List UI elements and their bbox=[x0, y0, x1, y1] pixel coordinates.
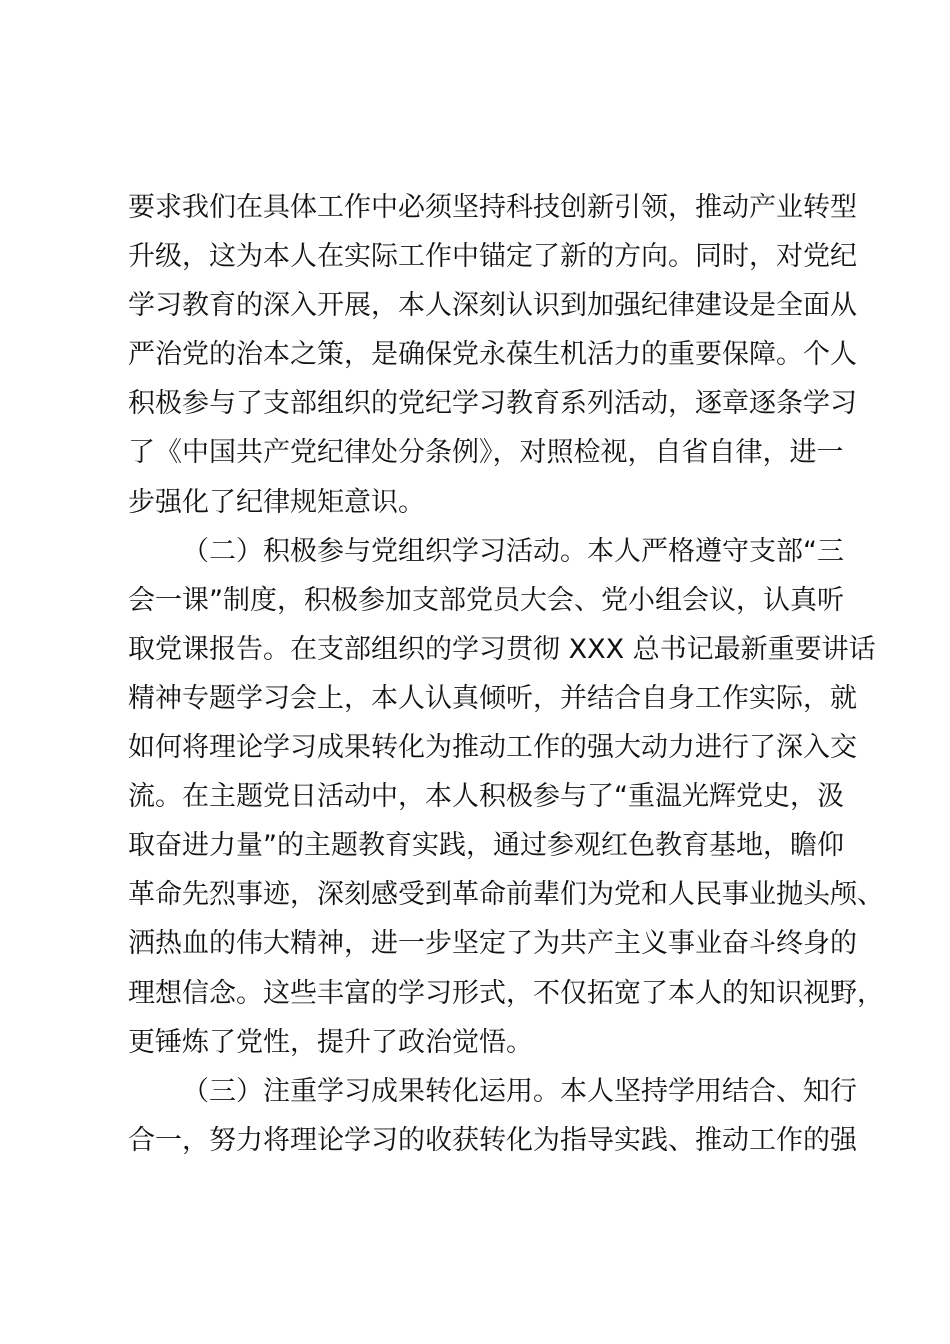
text-line: 合一，努力将理论学习的收获转化为指导实践、推动工作的强 bbox=[128, 1124, 857, 1156]
text-line: 如何将理论学习成果转化为推动工作的强大动力进行了深入交 bbox=[128, 732, 857, 764]
text-line: 革命先烈事迹，深刻感受到革命前辈们为党和人民事业抛头颅、 bbox=[128, 879, 884, 911]
text-line: 洒热血的伟大精神，进一步坚定了为共产主义事业奋斗终身的 bbox=[128, 928, 857, 960]
text-line: 升级，这为本人在实际工作中锚定了新的方向。同时，对党纪 bbox=[128, 241, 857, 273]
document-body bbox=[128, 183, 884, 1165]
text-line: 流。在主题党日活动中，本人积极参与了“重温光辉党史，汲 bbox=[128, 781, 844, 813]
text-line: 要求我们在具体工作中必须坚持科技创新引领，推动产业转型 bbox=[128, 192, 857, 223]
section-heading-line: （三）注重学习成果转化运用。本人坚持学用结合、知行 bbox=[182, 1075, 857, 1107]
text-line: 学习教育的深入开展，本人深刻认识到加强纪律建设是全面从 bbox=[128, 290, 857, 322]
text-line: 会一课”制度，积极参加支部党员大会、党小组会议，认真听 bbox=[128, 584, 844, 616]
text-line: 精神专题学习会上，本人认真倾听，并结合自身工作实际，就 bbox=[128, 682, 857, 714]
text-line: 步强化了纪律规矩意识。 bbox=[128, 486, 425, 518]
text-line: 了《中国共产党纪律处分条例》，对照检视，自省自律，进一 bbox=[128, 437, 844, 469]
section-heading-line: （二）积极参与党组织学习活动。本人严格遵守支部“三 bbox=[182, 535, 844, 567]
text-line: 取党课报告。在支部组织的学习贯彻 XXX 总书记最新重要讲话 bbox=[128, 633, 876, 665]
text-line: 严治党的治本之策，是确保党永葆生机活力的重要保障。个人 bbox=[128, 339, 857, 371]
text-line: 理想信念。这些丰富的学习形式，不仅拓宽了本人的知识视野， bbox=[128, 977, 884, 1009]
text-line: 积极参与了支部组织的党纪学习教育系列活动，逐章逐条学习 bbox=[128, 388, 857, 420]
text-line: 更锤炼了党性，提升了政治觉悟。 bbox=[128, 1026, 533, 1058]
text-line: 取奋进力量”的主题教育实践，通过参观红色教育基地，瞻仰 bbox=[128, 830, 844, 862]
